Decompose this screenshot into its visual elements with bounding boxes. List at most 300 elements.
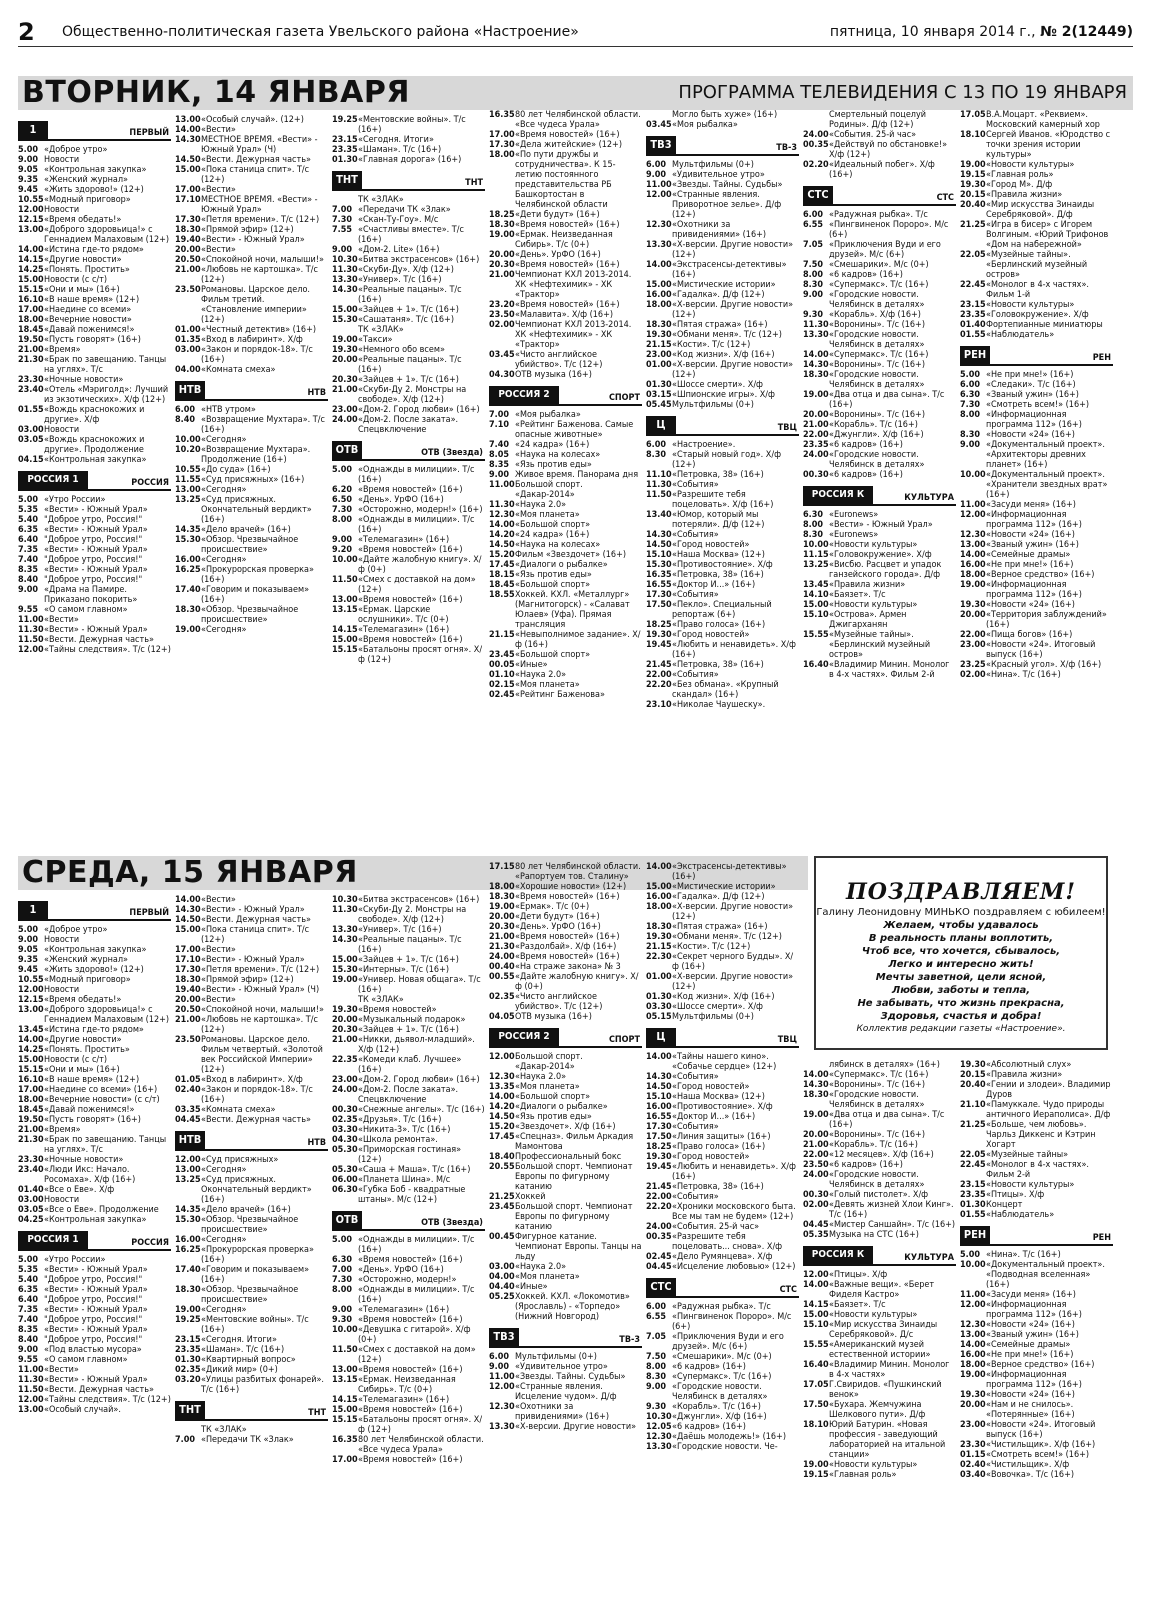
- program-row: [175, 435, 328, 445]
- program-title: «Пятая стража» (16+): [672, 922, 768, 932]
- program-title: «Важные вещи». «Берет Фиделя Кастро»: [829, 1280, 935, 1300]
- day-title: СРЕДА, 15 ЯНВАРЯ: [22, 855, 358, 890]
- program-time: 11.00: [646, 180, 672, 190]
- schedule-column: [489, 862, 642, 1605]
- program-row: [960, 1060, 1113, 1070]
- program-row: [646, 340, 799, 350]
- schedule-column: [175, 895, 328, 1605]
- program-title: «Любовь не картошка». Т/с (12+): [201, 265, 318, 285]
- program-time: 22.35: [332, 1055, 358, 1065]
- program-title: «Большой спорт»: [515, 580, 591, 590]
- program-row: [489, 952, 642, 962]
- program-title: «Х-версии. Другие новости» (12+): [672, 300, 794, 320]
- program-title: Смертельный поцелуй Родины». Д/ф (12+): [829, 110, 927, 130]
- program-time: 14.20: [489, 1102, 515, 1112]
- program-time: 13.40: [646, 510, 672, 520]
- greeting-verse-line: В реальность планы воплотить,: [868, 933, 1054, 944]
- program-title: «Сегодня»: [201, 485, 247, 495]
- program-title: «Телемагазин» (16+): [358, 625, 450, 635]
- program-row: [18, 995, 171, 1005]
- program-title: «Обзор. Чрезвычайное происшествие»: [201, 605, 299, 625]
- program-title: «Вечерние новости»: [44, 315, 132, 325]
- program-time: 18.15: [489, 570, 515, 580]
- program-title: «Петровка, 38» (16+): [672, 660, 764, 670]
- program-row: [18, 1185, 171, 1195]
- program-time: 9.35: [18, 175, 38, 185]
- program-time: 5.00: [18, 925, 38, 935]
- program-title: «Однажды в милиции». Т/с (16+): [358, 1285, 475, 1305]
- program-time: 20.15: [960, 1070, 986, 1080]
- program-title: «Осторожно, модерн!»: [358, 1275, 457, 1285]
- program-row: [175, 1165, 328, 1175]
- program-time: 23.50: [489, 310, 515, 320]
- program-title: «Главная роль»: [986, 170, 1054, 180]
- program-time: 23.10: [646, 700, 672, 710]
- program-time: 19.50: [18, 1115, 44, 1125]
- program-time: 9.00: [332, 245, 352, 255]
- program-row: [18, 145, 171, 155]
- program-title: «Владимир Минин. Монолог в 4-х частях»: [829, 1360, 950, 1380]
- program-title: «Музейные тайны»: [986, 1150, 1069, 1160]
- program-row: [646, 580, 799, 590]
- program-time: 13.00: [18, 1405, 44, 1415]
- program-time: 14.25: [18, 265, 44, 275]
- program-row: [175, 1015, 328, 1035]
- program-title: «Приключения Вуди и его друзей». М/с (6+): [829, 240, 941, 260]
- program-time: 14.30: [803, 1080, 829, 1090]
- program-time: 9.45: [18, 965, 38, 975]
- program-row: [803, 1320, 956, 1340]
- program-row: [18, 405, 171, 425]
- program-time: 11.50: [18, 1385, 44, 1395]
- program-time: 22.20: [646, 1202, 672, 1212]
- program-time: 23.00: [332, 405, 358, 415]
- program-time: 03.45: [489, 350, 515, 360]
- program-title: «Старый новый год». Х/ф (12+): [672, 450, 781, 470]
- program-row: [332, 1035, 485, 1055]
- program-row: [960, 540, 1113, 550]
- program-title: «Время новостей» (16+): [358, 1405, 463, 1415]
- program-time: 01.30: [646, 992, 672, 1002]
- program-time: 11.00: [18, 615, 44, 625]
- program-time: 00.45: [489, 1232, 515, 1242]
- program-title: «Идеальный побег». Х/ф (16+): [829, 160, 935, 180]
- program-row: [489, 470, 642, 480]
- program-row: [18, 385, 171, 405]
- program-time: 18.30: [175, 1285, 201, 1295]
- channel-header: [646, 414, 799, 436]
- channel-name: СПОРТ: [608, 1035, 640, 1045]
- program-time: 23.35: [960, 310, 986, 320]
- program-time: 19.30: [646, 932, 672, 942]
- program-row: [332, 485, 485, 495]
- program-time: 13.45: [18, 1025, 44, 1035]
- program-title: «Ночные новости»: [44, 1155, 124, 1165]
- program-row: [960, 630, 1113, 640]
- program-time: 17.45: [489, 560, 515, 570]
- program-title: «Скуби-Ду». Х/ф (12+): [358, 265, 454, 275]
- program-row: [175, 1355, 328, 1365]
- program-row: [18, 155, 171, 165]
- program-time: 9.05: [18, 945, 38, 955]
- program-title: "Доброе утро, Россия!": [44, 1315, 143, 1325]
- program-time: 15.00: [175, 925, 201, 935]
- greeting-verse: [816, 919, 1106, 1023]
- program-title: «Битва экстрасенсов» (16+): [358, 255, 480, 265]
- program-time: 10.00: [803, 540, 829, 550]
- program-time: 21.00: [489, 932, 515, 942]
- program-time: 13.00: [18, 225, 44, 235]
- program-time: 8.35: [18, 565, 38, 575]
- program-title: «Передачи ТК «Злак»: [358, 205, 451, 215]
- program-row: [803, 1460, 956, 1470]
- program-row: [332, 1235, 485, 1255]
- program-row: [175, 285, 328, 325]
- program-title: «Петля времени». Т/с (12+): [201, 965, 320, 975]
- program-row: [960, 160, 1113, 170]
- issue-number: № 2(12449): [1040, 24, 1133, 40]
- program-row: [646, 972, 799, 992]
- program-time: 22.05: [960, 1150, 986, 1160]
- program-title: «Дети будут» (16+): [515, 912, 600, 922]
- program-row: [960, 190, 1113, 200]
- program-title: «Закон и порядок-18». Т/с (16+): [201, 1085, 313, 1105]
- program-time: 18.25: [646, 1142, 672, 1152]
- program-title: «Рейтинг Баженова. Самые опасные животные»: [515, 420, 634, 440]
- program-title: «Вести»: [201, 245, 236, 255]
- program-time: 13.30: [646, 240, 672, 250]
- program-title: "Доброе утро, Россия!": [44, 535, 143, 545]
- program-time: 16.10: [18, 295, 44, 305]
- program-title: «Вести» - Южный Урал»: [44, 1375, 148, 1385]
- program-title: «Наша Москва» (12+): [672, 550, 765, 560]
- program-row: [18, 945, 171, 955]
- program-time: 19.30: [646, 1152, 672, 1162]
- program-title: «Никита-3». Т/с (16+): [358, 1125, 451, 1135]
- program-time: 9.00: [489, 470, 509, 480]
- program-time: 20.30: [489, 922, 515, 932]
- program-time: 13.45: [803, 580, 829, 590]
- program-time: 02.35: [332, 1115, 358, 1125]
- program-time: 02.45: [646, 1252, 672, 1262]
- schedule-column: [332, 895, 485, 1605]
- program-time: 12.00: [18, 1395, 44, 1405]
- program-title: «О самом главном»: [44, 1355, 128, 1365]
- program-row: [646, 1202, 799, 1222]
- program-time: [646, 110, 672, 120]
- program-row: [332, 215, 485, 225]
- program-time: 15.15: [332, 645, 358, 655]
- program-row: [489, 1362, 642, 1372]
- program-row: [960, 470, 1113, 500]
- program-row: [18, 435, 171, 455]
- program-time: 19.15: [960, 170, 986, 180]
- program-title: «Сегодня»: [201, 1235, 247, 1245]
- program-title: «Противостояние». Х/ф: [672, 1102, 773, 1112]
- program-time: 17.30: [489, 140, 515, 150]
- program-row: [332, 1285, 485, 1305]
- program-row: [960, 180, 1113, 190]
- program-row: [646, 922, 799, 932]
- program-time: 16.00: [646, 1102, 672, 1112]
- program-title: Новости: [44, 205, 80, 215]
- program-time: 6.00: [489, 1352, 509, 1362]
- program-title: «Кости». Т/с (12+): [672, 942, 751, 952]
- program-row: [803, 1400, 956, 1420]
- program-title: «Женский журнал»: [44, 955, 129, 965]
- program-row: [332, 115, 485, 135]
- program-title: «Вести» - Южный Урал»: [44, 1265, 148, 1275]
- program-time: 19.30: [646, 330, 672, 340]
- program-time: 19.00: [489, 230, 515, 240]
- program-row: [332, 405, 485, 415]
- program-row: [646, 1142, 799, 1152]
- program-time: 17.05: [960, 110, 986, 120]
- program-row: [960, 1400, 1113, 1420]
- program-title: «Радужная рыбка». Т/с: [829, 210, 928, 220]
- program-time: 20.40: [960, 1080, 986, 1090]
- program-row: [489, 550, 642, 560]
- program-title: «Тайны следствия». Т/с (12+): [44, 1395, 171, 1405]
- program-time: 8.00: [803, 520, 823, 530]
- program-row: [18, 285, 171, 295]
- program-row: [646, 240, 799, 260]
- program-time: 14.50: [175, 915, 201, 925]
- program-time: 21.15: [646, 340, 672, 350]
- program-title: «Вести» - Южный Урал»: [44, 505, 148, 515]
- program-title: Большой спорт. Чемпионат Европы по фигурному катанию: [515, 1162, 633, 1192]
- program-title: «Секрет черного Будды». Х/ф (16+): [672, 952, 794, 972]
- program-title: «День». УрФО (16+): [358, 1265, 444, 1275]
- program-time: 14.15: [18, 255, 44, 265]
- program-title: Романовы. Царское дело. Фильм четвертый. «Золотой век Российской Империи» (12+): [201, 1035, 323, 1075]
- program-title: «Голый пистолет». Х/ф: [829, 1190, 929, 1200]
- program-time: 03.15: [646, 390, 672, 400]
- channel-name: ТВЦ: [777, 423, 797, 433]
- program-row: [332, 1015, 485, 1025]
- program-time: 10.20: [175, 445, 201, 455]
- program-time: 01.00: [175, 325, 201, 335]
- greeting-signature: Коллектив редакции газеты «Настроение».: [856, 1024, 1066, 1034]
- program-title: «Странные явления. Исцеление чудом». Д/ф: [515, 1382, 617, 1402]
- program-time: 18.30: [646, 922, 672, 932]
- program-title: «Модный приговор»: [44, 195, 131, 205]
- program-row: [489, 510, 642, 520]
- program-title: «События»: [672, 1192, 719, 1202]
- program-time: 8.40: [18, 575, 38, 585]
- program-row: [175, 115, 328, 125]
- program-row: [489, 540, 642, 550]
- program-title: «Доктор И...» (16+): [672, 580, 756, 590]
- program-title: «Люди Икс: Начало. Росомаха». Х/ф (16+): [44, 1165, 136, 1185]
- program-title: «Вести» - Южный Урал»: [201, 905, 305, 915]
- program-time: 14.00: [175, 125, 201, 135]
- program-time: 11.30: [803, 320, 829, 330]
- program-time: 01.30: [175, 1355, 201, 1365]
- program-row: [18, 225, 171, 245]
- program-time: 18.30: [803, 1090, 829, 1100]
- program-row: [18, 425, 171, 435]
- program-row: [646, 670, 799, 680]
- program-time: 9.05: [18, 165, 38, 175]
- program-title: «Время новостей» (16+): [515, 952, 620, 962]
- program-time: [332, 195, 358, 205]
- program-row: [332, 1405, 485, 1415]
- program-title: Юрий Батурин. «Новая профессия - заведующий лабораторией на итальной станции»: [829, 1420, 946, 1460]
- program-row: [960, 400, 1113, 410]
- program-row: [803, 140, 956, 160]
- program-row: [18, 1115, 171, 1125]
- program-row: [332, 535, 485, 545]
- program-title: Новости: [44, 1195, 80, 1205]
- program-time: 9.00: [646, 170, 666, 180]
- channel-logo: ТНТ: [175, 1401, 205, 1419]
- program-time: 13.00: [960, 540, 986, 550]
- schedule-column: [803, 110, 956, 835]
- program-row: [18, 565, 171, 575]
- program-row: [960, 1100, 1113, 1120]
- program-row: [803, 270, 956, 280]
- program-time: 19.30: [646, 630, 672, 640]
- program-title: Мультфильмы (0+): [672, 1012, 754, 1022]
- program-row: [803, 1220, 956, 1230]
- program-row: [18, 625, 171, 635]
- program-title: «Городские новости. Челябинск в деталях»: [829, 1170, 925, 1190]
- program-row: [175, 565, 328, 585]
- program-time: 15.30: [646, 560, 672, 570]
- program-time: 9.20: [332, 545, 352, 555]
- program-row: [489, 882, 642, 892]
- program-row: [960, 610, 1113, 630]
- program-row: [803, 1420, 956, 1460]
- program-time: 03.05: [18, 1205, 44, 1215]
- program-title: «По пути дружбы и сотрудничества». К 15-летию постоянного представительства РБ Башкортостан в Челябинской области: [515, 150, 616, 210]
- channel-logo: Ц: [646, 1028, 676, 1046]
- program-row: [646, 1152, 799, 1162]
- program-time: 23.45: [489, 650, 515, 660]
- program-row: [803, 470, 956, 480]
- program-title: «Чистильщик». Х/ф: [986, 1460, 1070, 1470]
- program-time: 7.50: [803, 260, 823, 270]
- channel-name: ПЕРВЫЙ: [129, 908, 169, 918]
- program-row: [332, 305, 485, 315]
- program-row: [803, 1360, 956, 1380]
- program-time: 13.25: [175, 495, 201, 505]
- program-row: [332, 415, 485, 435]
- program-row: [332, 1375, 485, 1395]
- program-row: [332, 355, 485, 375]
- program-time: 8.00: [646, 1362, 666, 1372]
- program-time: 00.30: [803, 470, 829, 480]
- program-row: [332, 955, 485, 965]
- program-row: [489, 590, 642, 630]
- program-row: [18, 1195, 171, 1205]
- program-title: «Петровка, 38» (16+): [672, 570, 764, 580]
- program-time: 03.00: [175, 345, 201, 355]
- program-title: «Сегодня»: [201, 555, 247, 565]
- program-time: 16.00: [960, 560, 986, 570]
- program-title: «Город М». Д/ф: [986, 180, 1053, 190]
- program-time: 23.00: [960, 1420, 986, 1430]
- program-row: [489, 310, 642, 320]
- program-row: [960, 1350, 1113, 1360]
- program-row: [646, 1222, 799, 1232]
- program-row: [18, 1165, 171, 1185]
- program-row: [803, 290, 956, 310]
- program-row: [175, 1205, 328, 1215]
- program-row: [489, 1072, 642, 1082]
- program-title: «6 кадров» (16+): [672, 1362, 746, 1372]
- program-title: «Время»: [44, 1125, 81, 1135]
- program-row: [18, 515, 171, 525]
- program-time: 9.00: [489, 1362, 509, 1372]
- program-title: «Дикий мир» (0+): [201, 1365, 278, 1375]
- program-row: [332, 1275, 485, 1285]
- program-title: «Мистические истории»: [672, 882, 776, 892]
- program-title: «Обзор. Чрезвычайное происшествие»: [201, 1285, 299, 1305]
- program-time: 17.05: [803, 1380, 829, 1390]
- program-time: 23.35: [960, 1190, 986, 1200]
- program-title: «Реальные пацаны». Т/с (16+): [358, 935, 462, 955]
- program-title: «Время новостей» (16+): [515, 260, 620, 270]
- program-row: [332, 625, 485, 635]
- program-title: «Музыкальный подарок»: [358, 1015, 466, 1025]
- program-time: 11.55: [175, 475, 201, 485]
- program-title: «Обзор. Чрезвычайное происшествие»: [201, 1215, 299, 1235]
- program-row: [18, 1135, 171, 1155]
- program-time: 03.20: [175, 1375, 201, 1385]
- program-title: «Вести. Дежурная часть»: [201, 155, 311, 165]
- program-time: 01.40: [960, 320, 986, 330]
- program-time: 15.00: [803, 1310, 829, 1320]
- program-time: 7.10: [489, 420, 509, 430]
- program-time: 9.00: [960, 440, 980, 450]
- program-time: 5.40: [18, 515, 38, 525]
- program-time: 15.00: [332, 635, 358, 645]
- program-title: «Зайцев + 1». Т/с (16+): [358, 375, 459, 385]
- program-time: 16.40: [803, 1360, 829, 1370]
- program-title: Новости (с с/т): [44, 275, 108, 285]
- program-row: [489, 912, 642, 922]
- program-row: [489, 350, 642, 370]
- program-title: «Сегодня»: [201, 435, 247, 445]
- program-row: [18, 315, 171, 325]
- program-title: "Доброе утро, Россия!": [44, 555, 143, 565]
- program-title: «Прямой эфир» (12+): [201, 975, 294, 985]
- program-row: [332, 265, 485, 275]
- program-row: [489, 660, 642, 670]
- program-time: 7.00: [332, 1265, 352, 1275]
- program-title: «Игра в бисер» с Игорем Волгиным. «Юрий Трифонов «Дом на набережной»: [986, 220, 1109, 250]
- program-time: 15.20: [489, 1122, 515, 1132]
- program-time: 5.00: [18, 1255, 38, 1265]
- program-row: [18, 355, 171, 375]
- program-row: [960, 1290, 1113, 1300]
- program-row: [332, 1395, 485, 1405]
- program-title: «Вести» - Южный Урал»: [44, 525, 148, 535]
- program-title: «Дела житейские» (12+): [515, 140, 623, 150]
- program-title: «Экстрасенсы-детективы» (16+): [672, 260, 787, 280]
- program-title: Хоккей. КХЛ. «Локомотив» (Ярославль) - «Торпедо» (Нижний Новгород): [515, 1292, 630, 1322]
- program-row: [18, 345, 171, 355]
- program-row: [646, 110, 799, 120]
- program-row: [18, 615, 171, 625]
- greeting-verse-line: Здоровья, счастья и добра!: [880, 1011, 1042, 1022]
- program-title: «Новости культуры»: [829, 1460, 918, 1470]
- program-time: 14.30: [175, 905, 201, 915]
- program-time: 17.50: [646, 1132, 672, 1142]
- program-row: [489, 140, 642, 150]
